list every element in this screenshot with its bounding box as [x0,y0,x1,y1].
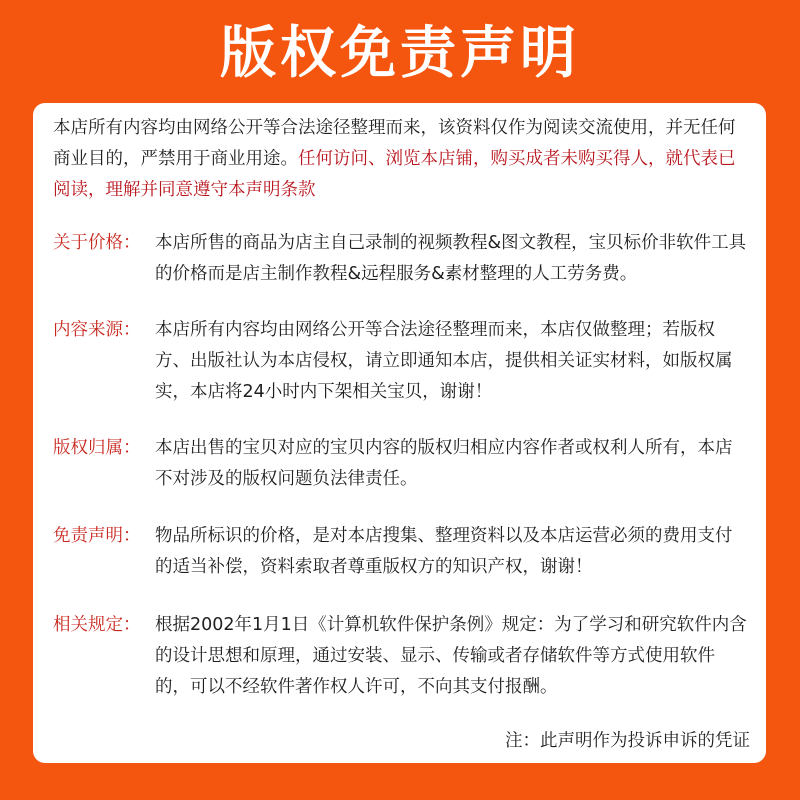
clause-label: 版权归属： [53,438,141,458]
clause-text: 本店所售的商品为店主自己录制的视频教程&图文教程，宝贝标价非软件工具的价格而是店主制作教程&远程服务&素材整理的人工劳务费。 [155,233,747,284]
page-title: 版权免责声明 [220,21,580,86]
clause-text: 本店出售的宝贝对应的宝贝内容的版权归相应内容作者或权利人所有，本店不对涉及的版权问题负法律责任。 [155,438,733,489]
clause-label: 内容来源： [53,320,141,340]
clause-disclaimer [53,521,748,583]
clause-regulations [53,610,748,703]
clause-label: 相关规定： [53,615,141,635]
footnote: 注：此声明作为投诉申诉的凭证 [505,731,750,751]
clause-price [53,228,748,290]
intro-highlight: 任何访问、浏览本店铺，购买成者未购买得人，就代表已阅读，理解并同意遵守本声明条款 [53,149,736,200]
disclaimer-card [33,103,766,763]
clause-copyright-ownership [53,433,748,495]
clause-label: 关于价格： [53,233,141,253]
clause-content-source [53,315,748,408]
clause-text: 根据2002年1月1日《计算机软件保护条例》规定：为了学习和研究软件内含的设计思想和原理，通过安装、显示、传输或者存储软件等方式使用软件的，可以不经软件著作权人许可，不向其支付报酬。 [155,615,747,697]
intro-paragraph [53,113,743,206]
clause-text: 物品所标识的价格，是对本店搜集、整理资料以及本店运营必须的费用支付的适当补偿，资料索取者尊重版权方的知识产权，谢谢！ [155,526,733,577]
clause-label: 免责声明： [53,526,141,546]
clause-text: 本店所有内容均由网络公开等合法途径整理而来，本店仅做整理；若版权方、出版社认为本店侵权，请立即通知本店，提供相关证实材料，如版权属实，本店将24小时内下架相关宝贝，谢谢！ [155,320,733,402]
intro-text: 本店所有内容均由网络公开等合法途径整理而来，该资料仅作为阅读交流使用，并无任何商业目的，严禁用于商业用途。 [53,118,736,169]
